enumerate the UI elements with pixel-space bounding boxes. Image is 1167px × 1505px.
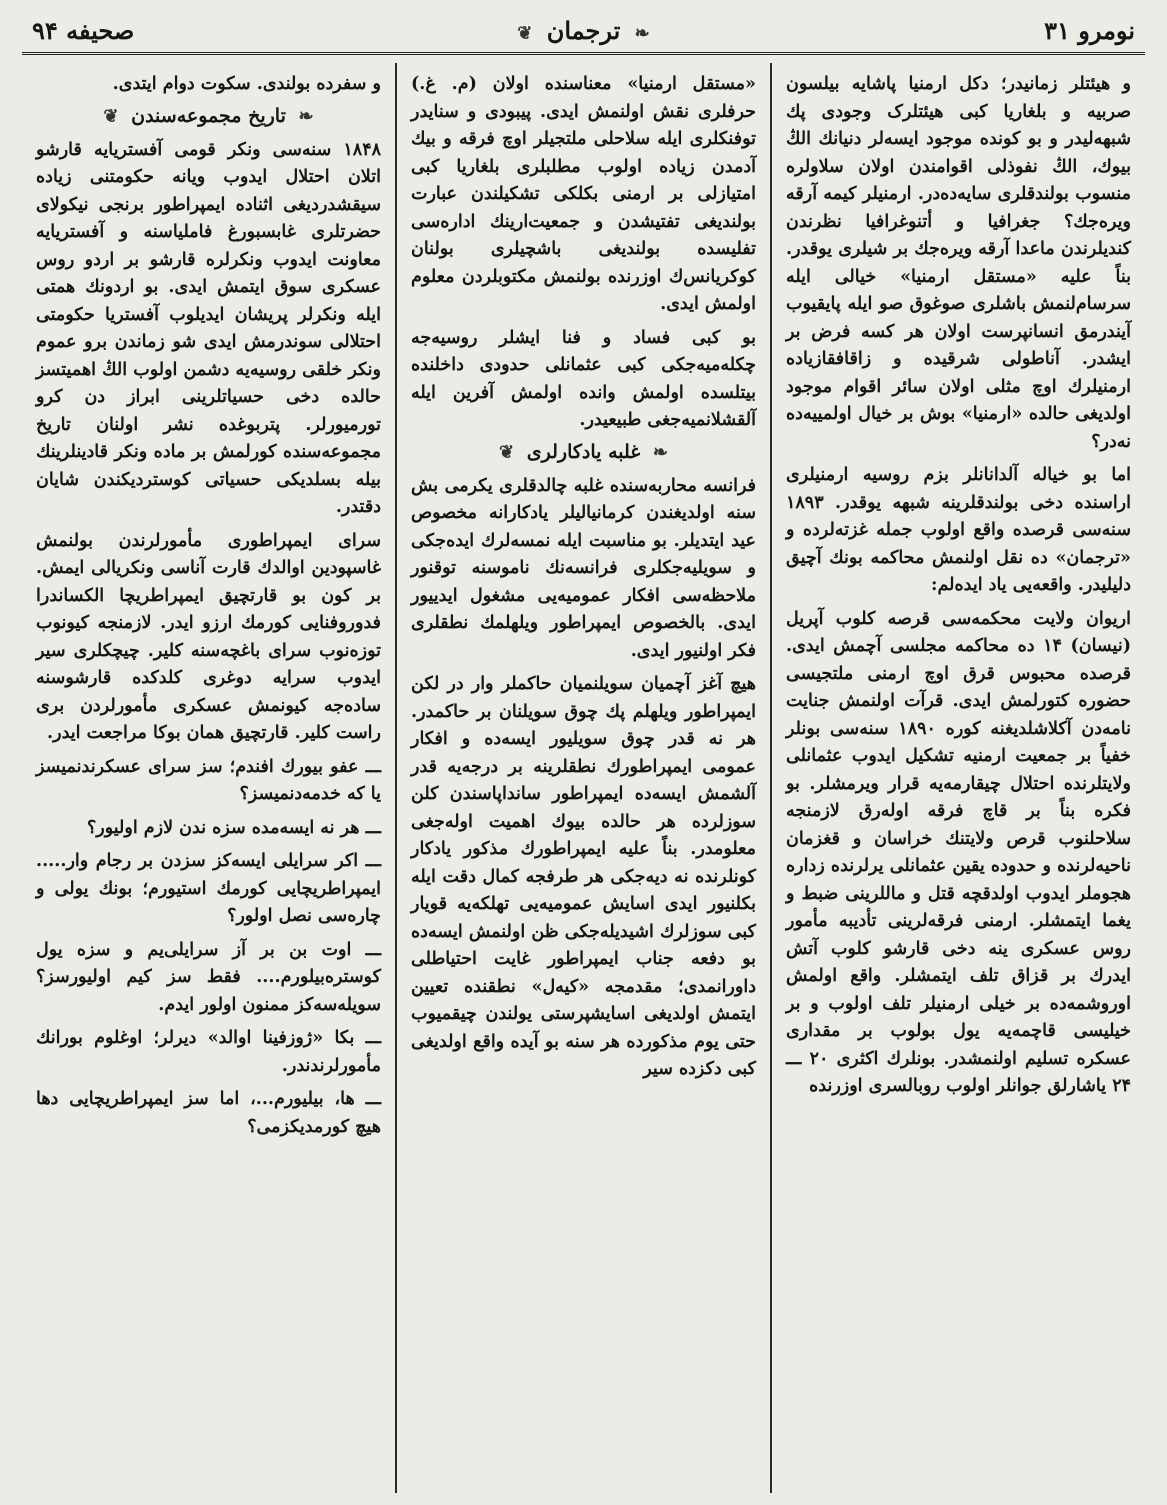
newspaper-title: [511, 16, 655, 45]
column-middle: [397, 63, 772, 1493]
ornament-icon: ❧: [652, 441, 668, 463]
dialogue-line: ـــ عفو بیورك افندم؛ سز سرای عسکرندنمیسز یا که خدمه‌دنمیسز؟: [36, 756, 381, 804]
article-columns: [22, 63, 1145, 1493]
section-title: تاریخ مجموعه‌سندن: [131, 104, 286, 127]
paragraph: اریوان ولایت محکمه‌سی قرصه کلوب آپریل (نیسان) ۱۴ ده محاکمه مجلسی آچمش ایدی. قرصده محبوس قرق اوچ ارمنی ملتجیسی حضوره کتورلمش ایدی. قرآت اولنمش جنایت نامه‌دن آکلاشلدیغنه کوره ۱۸۹۰ سنه‌سی بونلر خفیاً بر جمعیت ارمنیه تشکیل ایدوب عثمانلی ولایتلرنده احتلال چیقارمه‌یه قرار ویرمشلر. بو فکره بناً بر قاچ فرقه اوله‌رق لازمنجه سلاحلنوب قرص ولایتنك خراسان و قغزمان ناحیه‌لرنده و حدوده یقین عثمانلی یرلرنده زداره هجوملر ایدوب اولدقچه قتل و ماللرینی ضبط و یغما ایتمشلر. ارمنی فرقه‌لرینی تأدیبه مأمور روس عسکری ینه دخی قارشو کلوب آتش ایدرك بر قزاق تلف ایتمشلر. واقع اولمش اوروشمه‌ده بر خیلی ارمنیلر تلف اولوب و بر خیلیسی قاچمه‌یه یول بولوب بر مقداری عسکره تسلیم اولنمشدر. بونلرك اکثری ۲۰ ـــ ۲۴ یاشارلق جوانلر اولوب روبالسری اوزرنده: [786, 608, 1131, 1096]
section-heading: [411, 441, 756, 463]
paragraph: اما بو خیاله آلدانانلر بزم روسیه ارمنیلری اراسنده دخی بولندقلرینه شبهه یوقدر. ۱۸۹۳ سنه‌سی قرصده واقع اولوب جمله غزته‌لرده و «ترجمان» ده نقل اولنمش محاکمه بونك آچیق دلیلیدر. واقعه‌یی یاد ایده‌لم:: [786, 465, 1131, 595]
newspaper-name: ترجمان: [546, 16, 621, 45]
paragraph: فرانسه محاربه‌سنده غلبه چالدقلری یکرمی بش سنه اولدیغندن کرمانیالیلر یادکارانه مخصوص عید ایتدیلر. بو مناسبت ایله نمسه‌لرك ایده‌جکی و سویلیه‌جکلری فرانسه‌نك ناموسنه توقنور ملاحظه‌سی افکار عمومیه‌یی مشغول ایدییور ایدی. بالخصوص ایمپراطور ویلهلمك نطقلری فکر اولنیور ایدی.: [411, 475, 756, 661]
issue-number: نومرو ۳۱: [1044, 16, 1135, 45]
paragraph: بو کبی فساد و فنا ایشلر روسیه‌جه چکله‌میه‌جکی کبی عثمانلی حدودی داخلنده بیتلسده اولمش وانده اولمش آفرین ایله آلقشلانمیه‌جغی طبیعیدر.: [411, 327, 756, 430]
ornament-icon: ❧: [634, 23, 650, 44]
ornament-icon: ❦: [499, 441, 515, 463]
ornament-icon: ❦: [103, 105, 119, 127]
section-heading: [36, 105, 381, 127]
column-right: [772, 63, 1145, 1493]
paragraph: سرای ایمپراطوری مأمورلرندن بولنمش غاسپودین اوالدك قارت آناسی ونکریالی ایمش. بر کون بو قارتچیق ایمپراطریچا الکساندرا فدوروفنایی کورمك ارزو ایدر. لازمنجه کیونوب توزه‌نوب سرای باغچه‌سنه کلیر. چیچکلری سیر ایدوب سرایه دوغری کلدکده قارشوسنه ساده‌جه کیونمش عسکری مأمورلردن بری راست کلیر. قارتچیق همان بوکا مراجعت ایدر.: [36, 530, 381, 743]
dialogue-line: ـــ بکا «ژوزفینا اوالد» دیرلر؛ اوغلوم بورانك مأمورلرندندر.: [36, 1028, 381, 1076]
paragraph: هیچ آغز آچمیان سویلنمیان حاکملر وار در لکن ایمپراطور ویلهلم پك چوق سویلنان بر حاکمدر. هر نه قدر چوق سویلیور ایسه‌ده و افکار عمومی ایمپراطورك نطقلرینه بر درجه‌یه قدر آلشمش ایسه‌ده ایمپراطور سانداپاسندن کلن سوزلرده هر حالده بیوك اهمیت اوله‌جغی معلومدر. بناً علیه ایمپراطورك مذکور یادکار کونلرنده نه دیه‌جکی هر طرفجه کمال دقت ایله بکلنیور ایدی اسایش عمومیه‌یی تهلکه‌یه قویار کبی سوزلرك اشیدیله‌جکی ظن اولنمش ایسه‌ده بو دفعه جناب ایمپراطور غایت احتیاطلی داورانمدی؛ مقدمجه «کیه‌ل» نطقنده تعیین ایتمش اولدیغی اسایشپرستی یولندن چیقمیوب حتی یوم مذکورده هر سنه بو آیده واقع اولدیغی کبی دکزده سیر: [411, 674, 756, 1079]
dialogue-line: ـــ اکر سرایلی ایسه‌کز سزدن بر رجام وار..... ایمپراطریچایی کورمك استیورم؛ بونك یولی و چاره‌سی نصل اولور؟: [36, 851, 381, 926]
dialogue-line: ـــ اوت بن بر آز سرایلی‌یم و سزه یول کوستره‌بیلورم.... فقط سز کیم اولیورسز؟ سویله‌سه‌کز ممنون اولور ایدم.: [36, 939, 381, 1015]
column-left: [22, 63, 397, 1493]
ornament-icon: ❦: [517, 23, 533, 44]
paragraph: و هیئتلر زمانیدر؛ دکل ارمنیا پاشایه بیلسون صربیه و بلغاریا کبی هیئتلرک وجودی پك شبهه‌لیدر و بو کونده موجود ایسه‌لر دنیانك الڭ بیوك، الڭ نفوذلی اقوامندن اولان سلاولره منسوب بولندقلری سایه‌ده‌در. ارمنیلر کیمه آرقه ویره‌جك؟ جغرافیا و أتنوغرافیا نظرندن کندیلرندن ماعدا آرقه ویرەجك بر شیلری یوقدر. بناً علیه «مستقل ارمنیا» خیالی ایله سرسام‌لنمش باشلری صوغوق صو ایله پایقیوب آیندرمق انسانپرست اولان هر کسه فرض بر ایشدر. آناطولی شرقیده و زاقافقازیاده ارمنیلرك اوچ مثلی اولان سائر اقوام موجود اولدیغی حالده «ارمنیا» بوش بر خیال اولمییه‌ده نه‌در؟: [786, 74, 1131, 452]
dialogue-line: ـــ ها، بیلیورم...، اما سز ایمپراطریچایی دها هیچ کورمدیکزمی؟: [36, 1089, 381, 1137]
paragraph: ۱۸۴۸ سنه‌سی ونکر قومی آفستریایه قارشو اتلان احتلال ایدوب ویانه حکومتنی زیاده سیقشدردیغی اثناده ایمپراطور برنجی نیکولای حضرتلری غابسبورغ فاملیاسنه و آفستریایه معاونت ایدوب ونکرلره قارشو بر اردو روس عسکری سوق ایتمش ایدی. بو اردونك همتی ایله ونکرلر پریشان ایدیلوب آفستریا حکومتی احتلالی سوندرمش ایدی شو زماندن برو عموم ونکر خلقی روسیه‌یه دشمن اولوب الڭ اهمیتسز حالده دخی حسیاتلرینی ابراز دن کرو تورمیورلر. پتربوغده نشر اولنان تاریخ مجموعه‌سنده کورلمش بر ماده ونکر قادینلرینك بیله بسلدیکی حسیاتی کوستردیکندن شایان دقتدر.: [36, 139, 381, 517]
ornament-icon: ❧: [298, 105, 314, 127]
section-title: غلبه یادکارلری: [526, 440, 641, 463]
page-header: [22, 12, 1145, 55]
dialogue-line: ـــ هر نه ایسه‌مده سزه ندن لازم اولیور؟: [87, 817, 381, 838]
paragraph: و سفرده بولندی. سکوت دوام ایتدی.: [112, 74, 381, 94]
paragraph: «مستقل ارمنیا» معناسنده اولان (م. غ.) حرفلری نقش اولنمش ایدی. پیبودی و سنایدر توفنکلری ایله سلاحلی ملتجیلر اوچ فرقه و بیك آدمدن زیاده اولوب مطلبلری بلغاریا کبی امتیازلی بر ارمنی بکلکی تشکیلندن عبارت بولندیغی تفتیشدن و جمعیت‌ارینك اداره‌سی تفلیسده بولندیغی باشچیلری بولنان کوکریانس‌ك اوزرنده بولنمش مکتوبلردن معلوم اولمش ایدی.: [411, 74, 756, 314]
page-number: صحیفه ۹۴: [32, 16, 135, 45]
